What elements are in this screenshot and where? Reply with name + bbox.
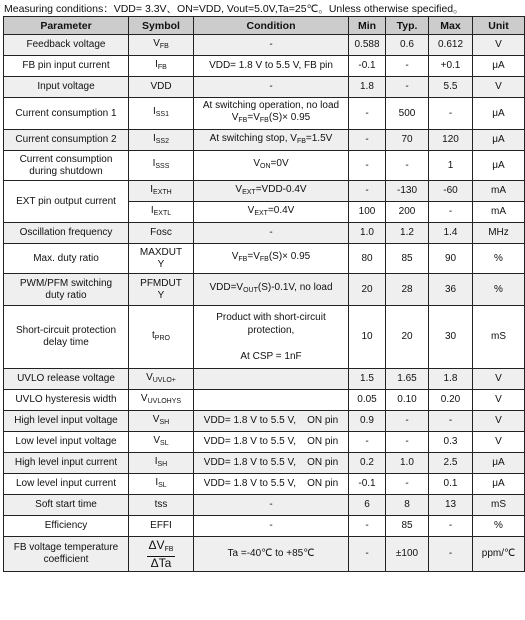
table-row — [4, 35, 525, 56]
cell-typ: 20 — [386, 306, 429, 369]
cell-symbol: Fosc — [129, 223, 194, 244]
cell-max: 1 — [429, 151, 473, 181]
cell-cond: $V_{ON}=0V$ — [194, 151, 349, 181]
cell-min: 0.2 — [349, 453, 386, 474]
cell-symbol: $I_{EXTL}$ — [129, 202, 194, 223]
table-row — [4, 77, 525, 98]
header-max: Max — [429, 17, 473, 35]
cell-unit: V — [473, 369, 525, 390]
cell-typ: 85 — [386, 516, 429, 537]
cell-typ: 85 — [386, 244, 429, 274]
cell-max: - — [429, 411, 473, 432]
cell-max: - — [429, 202, 473, 223]
table-row — [4, 244, 525, 274]
cell-param: Short-circuit protection delay time — [4, 306, 129, 369]
cell-max: 2.5 — [429, 453, 473, 474]
cell-typ: - — [386, 151, 429, 181]
cell-min: 1.5 — [349, 369, 386, 390]
cell-unit: mS — [473, 495, 525, 516]
cell-min: 100 — [349, 202, 386, 223]
cell-typ: - — [386, 474, 429, 495]
cell-min: - — [349, 516, 386, 537]
cell-min: - — [349, 98, 386, 130]
cell-typ: 0.6 — [386, 35, 429, 56]
delta-fraction: $\frac{\Delta V_{FB}}{\text{ΔTa}}$ — [148, 537, 174, 570]
cell-param: Max. duty ratio — [4, 244, 129, 274]
cell-param: PWM/PFM switching duty ratio — [4, 274, 129, 306]
cell-max: 0.20 — [429, 390, 473, 411]
cell-symbol: $V_{UVLO+}$ — [129, 369, 194, 390]
cell-cond: $VDD=V_{OUT}(S)-0.1V$, no load — [194, 274, 349, 306]
cell-cond: VDD= 1.8 V to 5.5 V, ON pin — [194, 432, 349, 453]
table-row — [4, 432, 525, 453]
table-row — [4, 516, 525, 537]
table-row — [4, 474, 525, 495]
header-unit: Unit — [473, 17, 525, 35]
cell-min: - — [349, 130, 386, 151]
cell-max: 0.612 — [429, 35, 473, 56]
cell-unit: % — [473, 244, 525, 274]
cell-min: 0.05 — [349, 390, 386, 411]
cell-cond: VDD= 1.8 V to 5.5 V, FB pin — [194, 56, 349, 77]
cell-param: High level input current — [4, 453, 129, 474]
table-row — [4, 98, 525, 130]
header-min: Min — [349, 17, 386, 35]
cell-max: - — [429, 537, 473, 572]
cell-cond: VDD= 1.8 V to 5.5 V, ON pin — [194, 474, 349, 495]
cell-cond: VDD= 1.8 V to 5.5 V, ON pin — [194, 453, 349, 474]
header-condition: Condition — [194, 17, 349, 35]
cell-cond: VDD= 1.8 V to 5.5 V, ON pin — [194, 411, 349, 432]
cell-cond: - — [194, 516, 349, 537]
cell-symbol: VDD — [129, 77, 194, 98]
cell-typ: - — [386, 432, 429, 453]
cell-symbol: $I_{SL}$ — [129, 474, 194, 495]
cell-param: Efficiency — [4, 516, 129, 537]
cell-unit: μA — [473, 130, 525, 151]
cell-max: - — [429, 98, 473, 130]
cell-symbol: $V_{FB}$ — [129, 35, 194, 56]
cell-cond — [194, 390, 349, 411]
cell-param: FB pin input current — [4, 56, 129, 77]
cell-min: 0.9 — [349, 411, 386, 432]
cell-typ: 200 — [386, 202, 429, 223]
cell-max: 5.5 — [429, 77, 473, 98]
cell-symbol: $I_{SS2}$ — [129, 130, 194, 151]
cell-unit: μA — [473, 453, 525, 474]
cell-symbol: $I_{FB}$ — [129, 56, 194, 77]
cell-min: -0.1 — [349, 56, 386, 77]
cell-typ: 1.2 — [386, 223, 429, 244]
cell-symbol: $I_{SSS}$ — [129, 151, 194, 181]
table-row — [4, 151, 525, 181]
header-typ: Typ. — [386, 17, 429, 35]
cell-symbol — [129, 537, 194, 572]
cell-min: 1.0 — [349, 223, 386, 244]
cell-unit: V — [473, 77, 525, 98]
cell-unit: mS — [473, 306, 525, 369]
cell-param: Low level input current — [4, 474, 129, 495]
table-row — [4, 390, 525, 411]
cell-symbol: MAXDUT Y — [129, 244, 194, 274]
cell-param: Oscillation frequency — [4, 223, 129, 244]
cell-max: 13 — [429, 495, 473, 516]
header-row — [4, 17, 525, 35]
cell-param: Input voltage — [4, 77, 129, 98]
cell-unit: V — [473, 390, 525, 411]
electrical-characteristics-table — [3, 16, 525, 572]
cell-cond: - — [194, 223, 349, 244]
header-symbol: Symbol — [129, 17, 194, 35]
cell-max: - — [429, 516, 473, 537]
table-row — [4, 274, 525, 306]
cell-min: -0.1 — [349, 474, 386, 495]
cell-symbol: $V_{SL}$ — [129, 432, 194, 453]
cell-min: 10 — [349, 306, 386, 369]
table-row — [4, 411, 525, 432]
cell-unit: % — [473, 516, 525, 537]
cell-unit: μA — [473, 151, 525, 181]
cell-unit: V — [473, 411, 525, 432]
table-row — [4, 537, 525, 572]
cell-unit: % — [473, 274, 525, 306]
cell-max: 90 — [429, 244, 473, 274]
cell-cond: At switching stop, $V_{FB}=1.5V$ — [194, 130, 349, 151]
cell-min: - — [349, 151, 386, 181]
cell-max: 0.1 — [429, 474, 473, 495]
cell-typ: ±100 — [386, 537, 429, 572]
cell-symbol: tss — [129, 495, 194, 516]
cell-max: 36 — [429, 274, 473, 306]
cell-symbol: $t_{PRO}$ — [129, 306, 194, 369]
cell-symbol: $I_{SH}$ — [129, 453, 194, 474]
cell-symbol: $I_{SS1}$ — [129, 98, 194, 130]
cell-param: High level input voltage — [4, 411, 129, 432]
cell-symbol: PFMDUT Y — [129, 274, 194, 306]
cell-typ: - — [386, 56, 429, 77]
cell-param: UVLO release voltage — [4, 369, 129, 390]
cell-typ: 1.0 — [386, 453, 429, 474]
cell-unit: V — [473, 35, 525, 56]
cell-max: -60 — [429, 181, 473, 202]
cell-symbol: EFFI — [129, 516, 194, 537]
cell-max: +0.1 — [429, 56, 473, 77]
cell-symbol: $V_{UVLOHYS}$ — [129, 390, 194, 411]
cell-cond: - — [194, 35, 349, 56]
cell-param: Low level input voltage — [4, 432, 129, 453]
cell-param: Current consumption 1 — [4, 98, 129, 130]
cell-symbol: $I_{EXTH}$ — [129, 181, 194, 202]
table-row — [4, 181, 525, 202]
cell-unit: mA — [473, 202, 525, 223]
cell-cond: - — [194, 77, 349, 98]
cell-max: 0.3 — [429, 432, 473, 453]
cell-min: 1.8 — [349, 77, 386, 98]
cell-cond: At switching operation, no load $V_{FB}=V_{FB}(S)\times 0.95$ — [194, 98, 349, 130]
cell-param: UVLO hysteresis width — [4, 390, 129, 411]
cell-typ: 1.65 — [386, 369, 429, 390]
table-row — [4, 306, 525, 369]
cell-typ: -130 — [386, 181, 429, 202]
cell-max: 30 — [429, 306, 473, 369]
cell-cond: Product with short-circuit protection, At CSP = 1nF — [194, 306, 349, 369]
cell-typ: 28 — [386, 274, 429, 306]
cell-min: 80 — [349, 244, 386, 274]
cell-typ: 8 — [386, 495, 429, 516]
cell-min: 0.588 — [349, 35, 386, 56]
cell-typ: 0.10 — [386, 390, 429, 411]
cell-min: 6 — [349, 495, 386, 516]
cell-param: Current consumption 2 — [4, 130, 129, 151]
cell-unit: ppm/℃ — [473, 537, 525, 572]
cell-unit: μA — [473, 474, 525, 495]
cell-symbol: $V_{SH}$ — [129, 411, 194, 432]
cell-min: - — [349, 537, 386, 572]
cell-cond: $V_{FB}=V_{FB}(S)\times 0.95$ — [194, 244, 349, 274]
cell-max: 1.8 — [429, 369, 473, 390]
cell-max: 120 — [429, 130, 473, 151]
cell-min: - — [349, 181, 386, 202]
cell-param: Soft start time — [4, 495, 129, 516]
cell-typ: - — [386, 77, 429, 98]
cell-min: - — [349, 432, 386, 453]
cell-cond: $V_{EXT}=VDD-0.4V$ — [194, 181, 349, 202]
cell-unit: μA — [473, 56, 525, 77]
table-row — [4, 453, 525, 474]
table-row — [4, 495, 525, 516]
measuring-conditions: Measuring conditions：VDD= 3.3V、ON=VDD, Vout=5.0V,Ta=25℃。Unless otherwise specified。 — [4, 3, 464, 15]
cell-unit: mA — [473, 181, 525, 202]
cell-min: 20 — [349, 274, 386, 306]
cell-typ: 500 — [386, 98, 429, 130]
cell-cond: Ta =-40℃ to +85℃ — [194, 537, 349, 572]
cell-typ: 70 — [386, 130, 429, 151]
table-row — [4, 130, 525, 151]
cell-cond: $V_{EXT}=0.4V$ — [194, 202, 349, 223]
cell-unit: MHz — [473, 223, 525, 244]
cell-unit: V — [473, 432, 525, 453]
cell-cond: - — [194, 495, 349, 516]
cell-param: Feedback voltage — [4, 35, 129, 56]
cell-cond — [194, 369, 349, 390]
cell-param: FB voltage temperature coefficient — [4, 537, 129, 572]
table-row — [4, 56, 525, 77]
cell-typ: - — [386, 411, 429, 432]
cell-param: EXT pin output current — [4, 181, 129, 223]
cell-param: Current consumption during shutdown — [4, 151, 129, 181]
cell-max: 1.4 — [429, 223, 473, 244]
table-row — [4, 223, 525, 244]
cell-unit: μA — [473, 98, 525, 130]
table-row — [4, 369, 525, 390]
header-parameter: Parameter — [4, 17, 129, 35]
